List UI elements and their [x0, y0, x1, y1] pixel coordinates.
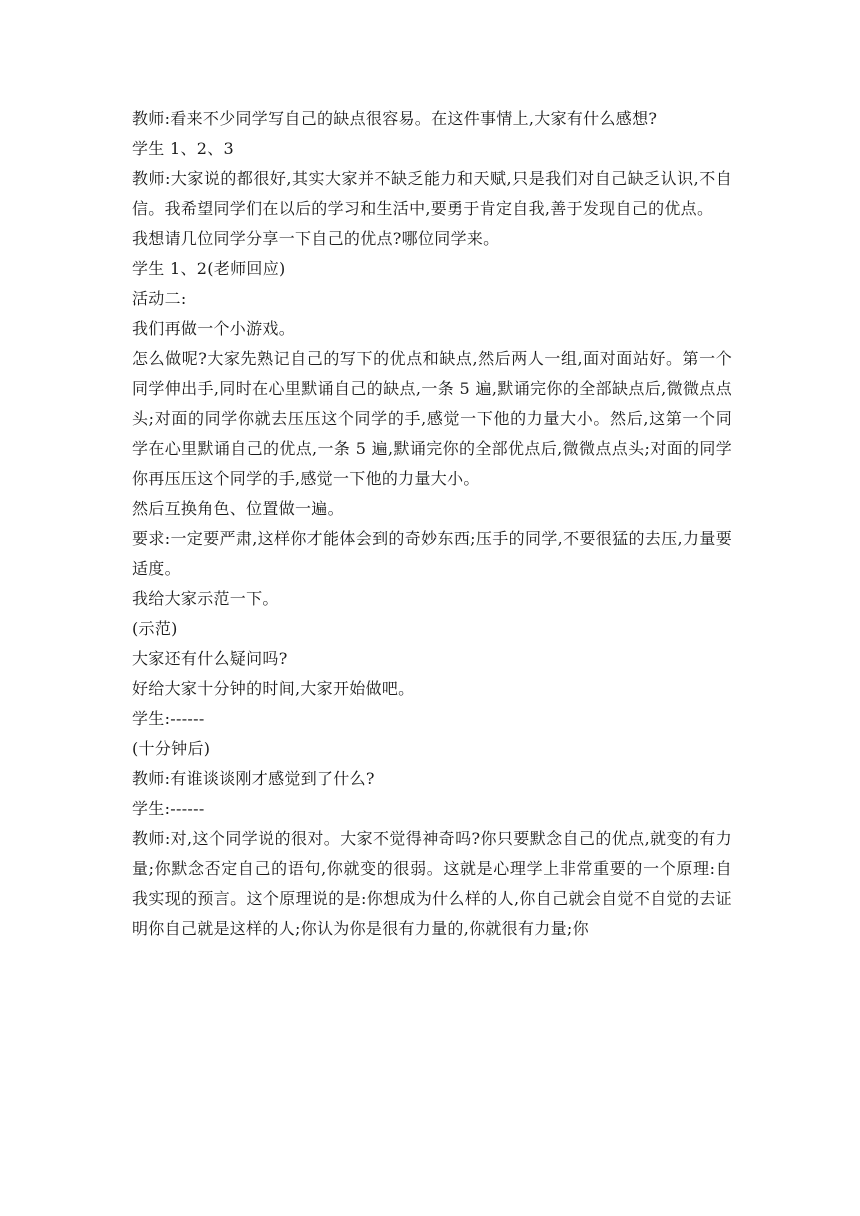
- section-heading: 活动二:: [132, 289, 187, 308]
- paragraph: 教师:看来不少同学写自己的缺点很容易。在这件事情上,大家有什么感想?: [132, 109, 658, 128]
- paragraph: 大家还有什么疑问吗?: [132, 649, 288, 668]
- paragraph: 教师:大家说的都很好,其实大家并不缺乏能力和天赋,只是我们对自己缺乏认识,不自信。我希望同学们在以后的学习和生活中,要勇于肯定自我,善于发现自己的优点。: [132, 169, 732, 218]
- paragraph: 我想请几位同学分享一下自己的优点?哪位同学来。: [132, 229, 500, 248]
- paragraph: 教师:有谁谈谈刚才感觉到了什么?: [132, 769, 375, 788]
- paragraph: 教师:对,这个同学说的很对。大家不觉得神奇吗?你只要默念自己的优点,就变的有力量;你默念否定自己的语句,你就变的很弱。这就是心理学上非常重要的一个原理:自我实现的预言。这个原理说的是:你想成为什么样的人,你自己就会自觉不自觉的去证明你自己就是这样的人;你认为你是很有力量的,你就很有力量;你: [132, 829, 732, 938]
- paragraph: 怎么做呢?大家先熟记自己的写下的优点和缺点,然后两人一组,面对面站好。第一个同学伸出手,同时在心里默诵自己的缺点,一条 5 遍,默诵完你的全部缺点后,微微点点头;对面的同学你就去压压这个同学的手,感觉一下他的力量大小。然后,这第一个同学在心里默诵自己的优点,一条 5 遍,默诵完你的全部优点后,微微点点头;对面的同学你再压压这个同学的手,感觉一下他的力量大小。: [132, 349, 732, 488]
- paragraph: 学生:------: [132, 799, 205, 818]
- paragraph: 要求:一定要严肃,这样你才能体会到的奇妙东西;压手的同学,不要很猛的去压,力量要适度。: [132, 529, 732, 578]
- paragraph: 学生:------: [132, 709, 205, 728]
- paragraph: 学生 1、2(老师回应): [132, 259, 286, 278]
- document-body: [132, 104, 732, 944]
- paragraph: 我给大家示范一下。: [132, 589, 279, 608]
- paragraph: 学生 1、2、3: [132, 139, 235, 158]
- paragraph: (示范): [132, 619, 178, 638]
- paragraph: 我们再做一个小游戏。: [132, 319, 296, 338]
- paragraph: (十分钟后): [132, 739, 211, 758]
- paragraph: 好给大家十分钟的时间,大家开始做吧。: [132, 679, 415, 698]
- paragraph: 然后互换角色、位置做一遍。: [132, 499, 344, 518]
